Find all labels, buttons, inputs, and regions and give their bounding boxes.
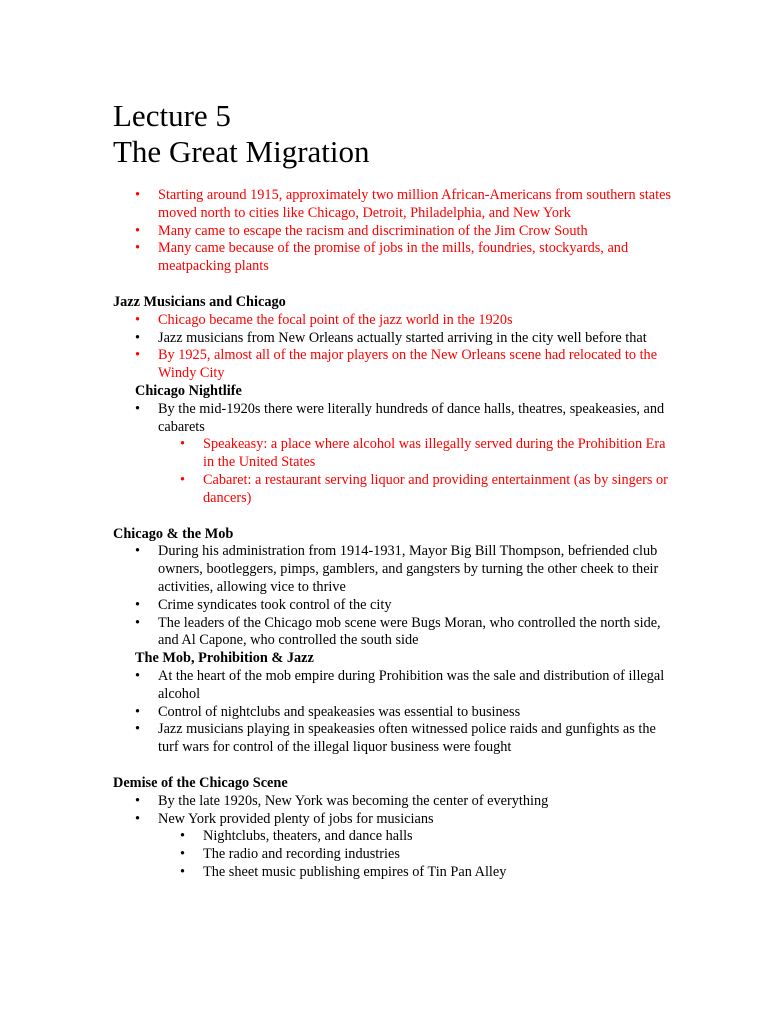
chicago-mob-list (113, 543, 673, 650)
list-item: • By 1925, almost all of the major players on the New Orleans scene had relocated to the Windy City (135, 347, 658, 382)
list-item: • New York provided plenty of jobs for musicians (135, 810, 434, 827)
bullet-icon: • (135, 187, 141, 203)
document-body (113, 187, 673, 882)
list-item: • The leaders of the Chicago mob scene were Bugs Moran, who controlled the north side, and Al Capone, who controlled the south side (135, 614, 661, 649)
list-item: • During his administration from 1914-1931, Mayor Big Bill Thompson, befriended club owners, bootleggers, pimps, gamblers, and gangsters by turning the other cheek to their activities, allowing vice to thrive (135, 543, 659, 595)
bullet-icon: • (135, 329, 141, 346)
section-heading-chicago-mob: Chicago & the Mob (113, 525, 234, 542)
list-item: • Many came because of the promise of jobs in the mills, foundries, stockyards, and meatpacking plants (135, 240, 629, 275)
page-title (113, 98, 370, 170)
mob-prohibition-list (113, 668, 673, 757)
jazz-chicago-list (113, 312, 673, 383)
bullet-icon: • (135, 543, 141, 560)
list-item: • Starting around 1915, approximately two million African-Americans from southern states moved north to cities like Chicago, Detroit, Philadelphia, and New York (135, 187, 671, 221)
nightlife-list (113, 401, 673, 508)
bullet-icon: • (135, 810, 141, 827)
title-line-1: Lecture 5 (113, 98, 231, 133)
list-item: • Speakeasy: a place where alcohol was illegally served during the Prohibition Era in the United States (180, 436, 666, 471)
bullet-icon: • (135, 400, 141, 417)
list-item: • Many came to escape the racism and discrimination of the Jim Crow South (135, 222, 588, 239)
list-item: • Jazz musicians from New Orleans actually started arriving in the city well before that (135, 329, 647, 346)
bullet-icon: • (180, 436, 186, 453)
list-item: • By the mid-1920s there were literally hundreds of dance halls, theatres, speakeasies, and cabarets (135, 400, 665, 435)
bullet-icon: • (135, 614, 141, 631)
list-item: • Chicago became the focal point of the jazz world in the 1920s (135, 311, 513, 328)
list-item: • Nightclubs, theaters, and dance halls (180, 828, 413, 845)
list-item: • Crime syndicates took control of the city (135, 596, 392, 613)
bullet-icon: • (180, 828, 186, 845)
bullet-icon: • (135, 703, 141, 720)
section-heading-demise: Demise of the Chicago Scene (113, 774, 288, 791)
list-item: • The radio and recording industries (180, 846, 400, 863)
list-item: • At the heart of the mob empire during Prohibition was the sale and distribution of illegal alcohol (135, 667, 665, 702)
bullet-icon: • (135, 667, 141, 684)
title-line-2: The Great Migration (113, 134, 370, 169)
demise-list (113, 793, 673, 882)
bullet-icon: • (180, 863, 186, 880)
bullet-icon: • (135, 222, 141, 239)
bullet-icon: • (135, 311, 141, 328)
intro-list (113, 187, 673, 276)
list-item: • Control of nightclubs and speakeasies was essential to business (135, 703, 521, 720)
subheading-chicago-nightlife: Chicago Nightlife (135, 382, 242, 399)
list-item: • By the late 1920s, New York was becoming the center of everything (135, 792, 549, 809)
bullet-icon: • (135, 596, 141, 613)
bullet-icon: • (135, 347, 141, 364)
bullet-icon: • (135, 721, 141, 738)
bullet-icon: • (135, 792, 141, 809)
bullet-icon: • (180, 471, 186, 488)
subheading-mob-prohibition-jazz: The Mob, Prohibition & Jazz (135, 650, 314, 667)
bullet-icon: • (180, 846, 186, 863)
list-item: • Cabaret: a restaurant serving liquor and providing entertainment (as by singers or dancers) (180, 471, 668, 506)
section-heading-jazz-chicago: Jazz Musicians and Chicago (113, 293, 286, 310)
list-item: • Jazz musicians playing in speakeasies often witnessed police raids and gunfights as the turf wars for control of the illegal liquor business were fought (135, 721, 656, 756)
list-item: • The sheet music publishing empires of Tin Pan Alley (180, 863, 507, 880)
bullet-icon: • (135, 240, 141, 257)
